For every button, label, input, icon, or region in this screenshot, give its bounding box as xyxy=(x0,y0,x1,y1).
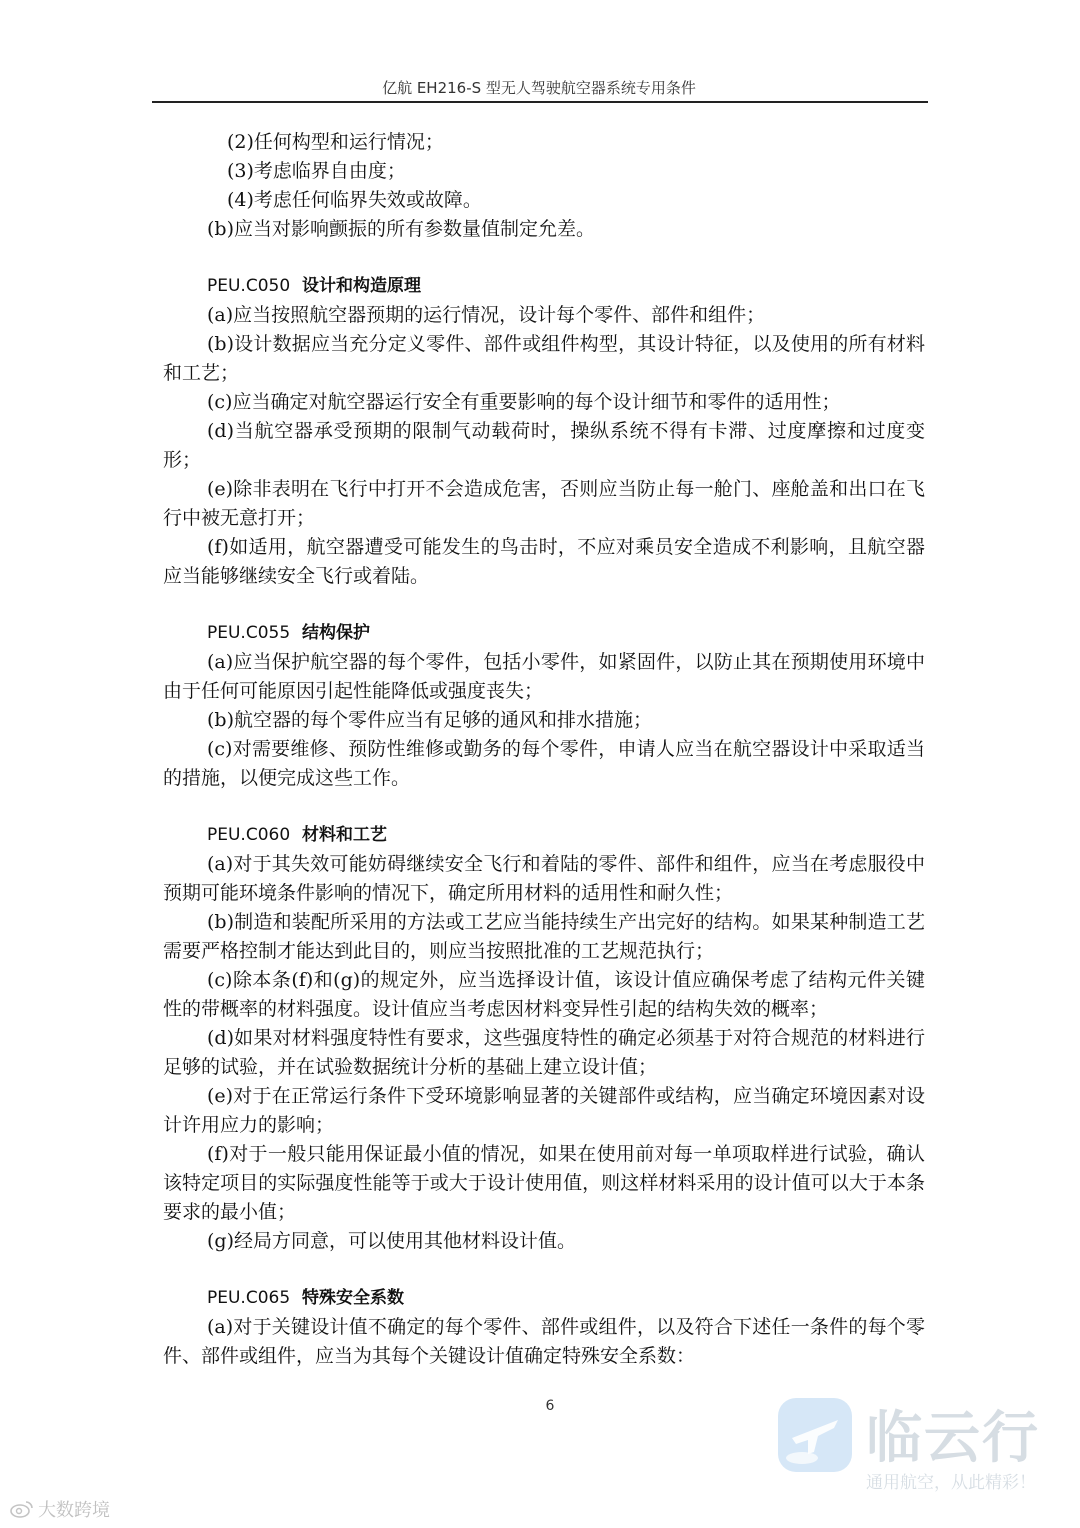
paragraph: (d)当航空器承受预期的限制气动载荷时，操纵系统不得有卡滞、过度摩擦和过度变形； xyxy=(163,420,925,471)
document-body xyxy=(163,128,925,1371)
list-item: (2)任何构型和运行情况； xyxy=(227,131,444,153)
paragraph: (b)应当对影响颤振的所有参数量值制定允差。 xyxy=(207,218,595,240)
paragraph: (c)对需要维修、预防性维修或勤务的每个零件，申请人应当在航空器设计中采取适当的措施，以便完成这些工作。 xyxy=(163,738,925,789)
page-number: 6 xyxy=(545,1398,555,1414)
brand-name: 临云行 xyxy=(866,1406,1040,1471)
section-code: PEU.C065 xyxy=(207,1288,291,1308)
brand-logo xyxy=(778,1398,852,1472)
paragraph: (b)制造和装配所采用的方法或工艺应当能持续生产出完好的结构。如果某种制造工艺需要严格控制才能达到此目的，则应当按照批准的工艺规范执行； xyxy=(163,911,925,962)
paragraph: (a)应当按照航空器预期的运行情况，设计每个零件、部件和组件； xyxy=(207,304,766,326)
paragraph: (c)除本条(f)和(g)的规定外，应当选择设计值，该设计值应确保考虑了结构元件关键性的带概率的材料强度。设计值应当考虑因材料变异性引起的结构失效的概率； xyxy=(163,969,925,1020)
section-heading xyxy=(163,272,925,301)
section-heading xyxy=(163,619,925,648)
watermark-bottom-left xyxy=(10,1496,110,1522)
section-code: PEU.C050 xyxy=(207,276,291,296)
paragraph: (g)经局方同意，可以使用其他材料设计值。 xyxy=(207,1230,576,1252)
page-header: 亿航 EH216-S 型无人驾驶航空器系统专用条件 xyxy=(382,79,696,97)
section-title: 结构保护 xyxy=(302,623,371,643)
paragraph: (d)如果对材料强度特性有要求，这些强度特性的确定必须基于对符合规范的材料进行足够的试验，并在试验数据统计分析的基础上建立设计值； xyxy=(163,1027,925,1078)
paragraph: (f)如适用，航空器遭受可能发生的鸟击时，不应对乘员安全造成不利影响，且航空器应当能够继续安全飞行或着陆。 xyxy=(163,536,925,587)
paragraph: (e)除非表明在飞行中打开不会造成危害，否则应当防止每一舱门、座舱盖和出口在飞行中被无意打开； xyxy=(163,478,925,529)
weibo-icon xyxy=(10,1500,34,1518)
paragraph: (a)对于关键设计值不确定的每个零件、部件或组件，以及符合下述任一条件的每个零件、部件或组件，应当为其每个关键设计值确定特殊安全系数： xyxy=(163,1316,925,1367)
paragraph: (c)应当确定对航空器运行安全有重要影响的每个设计细节和零件的适用性； xyxy=(207,391,841,413)
watermark-text: 大数跨境 xyxy=(38,1500,110,1521)
list-item: (3)考虑临界自由度； xyxy=(227,160,406,182)
airplane-icon xyxy=(778,1398,852,1472)
paragraph: (b)设计数据应当充分定义零件、部件或组件构型，其设计特征，以及使用的所有材料和工艺； xyxy=(163,333,925,384)
brand-watermark xyxy=(778,1392,1078,1502)
list-item: (4)考虑任何临界失效或故障。 xyxy=(227,189,482,211)
brand-slogan: 通用航空，从此精彩！ xyxy=(866,1473,1036,1493)
paragraph: (f)对于一般只能用保证最小值的情况，如果在使用前对每一单项取样进行试验，确认该特定项目的实际强度性能等于或大于设计使用值，则这样材料采用的设计值可以大于本条要求的最小值； xyxy=(163,1143,925,1223)
paragraph: (e)对于在正常运行条件下受环境影响显著的关键部件或结构，应当确定环境因素对设计许用应力的影响； xyxy=(163,1085,925,1136)
section-heading xyxy=(163,1284,925,1313)
paragraph: (a)应当保护航空器的每个零件，包括小零件，如紧固件，以防止其在预期使用环境中由于任何可能原因引起性能降低或强度丧失； xyxy=(163,651,925,702)
section-heading xyxy=(163,821,925,850)
header-rule xyxy=(152,101,928,103)
paragraph: (a)对于其失效可能妨碍继续安全飞行和着陆的零件、部件和组件，应当在考虑服役中预期可能环境条件影响的情况下，确定所用材料的适用性和耐久性； xyxy=(163,853,925,904)
section-title: 特殊安全系数 xyxy=(302,1288,405,1308)
paragraph: (b)航空器的每个零件应当有足够的通风和排水措施； xyxy=(207,709,652,731)
section-code: PEU.C055 xyxy=(207,623,291,643)
section-title: 设计和构造原理 xyxy=(302,276,422,296)
section-title: 材料和工艺 xyxy=(302,825,388,845)
section-code: PEU.C060 xyxy=(207,825,291,845)
